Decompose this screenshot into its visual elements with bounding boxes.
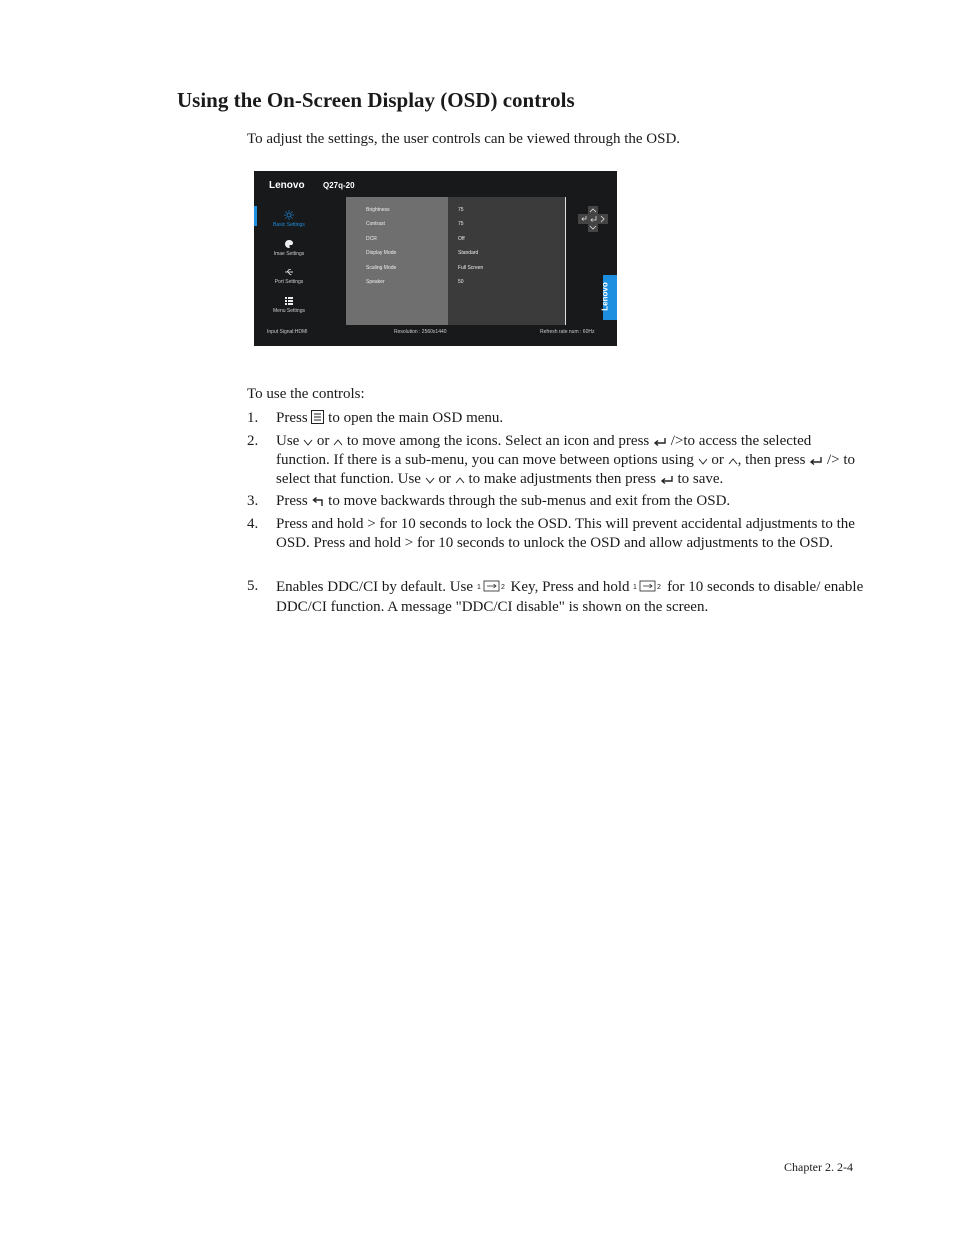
step-text: or [313, 433, 334, 449]
step-text: , then press [737, 452, 810, 468]
step-2 [276, 432, 866, 489]
step-text: to make adjustments then press [464, 471, 660, 487]
step-text: Press and hold > for 10 seconds to lock the OSD. This will prevent accidental adjustments to the OSD. Press and hold > for 10 seconds to unlock the OSD and allow adjustments to the OSD. [276, 516, 855, 551]
step-text: />to access the selected function. If there is a sub-menu, you can move between options using [276, 433, 812, 468]
setting-label-display-mode[interactable]: Display Mode [366, 250, 397, 256]
intro-text: To adjust the settings, the user controls can be viewed through the OSD. [247, 131, 681, 147]
step-text: Press [276, 410, 312, 426]
setting-value-scaling-mode: Full Screen [458, 265, 484, 271]
page-footer: Chapter 2. 2-4 [784, 1160, 853, 1174]
osd-panel [254, 171, 617, 346]
osd-settings-value-column [448, 197, 565, 325]
setting-label-scaling-mode[interactable]: Scaling Mode [366, 265, 397, 271]
input-switch-icon [633, 579, 663, 593]
step-text: to save. [673, 471, 724, 487]
osd-menu-port-settings[interactable] [254, 267, 324, 285]
svg-text:2: 2 [657, 584, 662, 591]
svg-text:1: 1 [633, 584, 638, 591]
setting-value-brightness: 75 [458, 207, 464, 213]
osd-menu-label: Imae Settings [273, 251, 305, 257]
step-text: Key, Press and hold [506, 579, 634, 595]
step-text: to move backwards through the sub-menus and exit from the OSD. [324, 493, 731, 509]
svg-text:2: 2 [500, 584, 505, 591]
setting-label-contrast[interactable]: Contrast [366, 221, 385, 227]
input-switch-icon [477, 579, 507, 593]
chevron-up-icon [728, 457, 738, 466]
menu-button-icon [311, 410, 324, 424]
osd-header [254, 171, 617, 197]
step-5 [276, 577, 866, 617]
setting-label-dcr[interactable]: DCR [366, 236, 377, 242]
osd-model: Q27q-20 [323, 181, 355, 190]
setting-value-display-mode: Standard [458, 250, 479, 256]
chevron-down-icon [303, 438, 313, 447]
lenovo-side-logo-text: Lenovo [600, 282, 610, 311]
step-text: or [707, 452, 728, 468]
step-text: to open the main OSD menu. [324, 410, 504, 426]
step-text: or [434, 471, 455, 487]
osd-menu-label: Menu Settings [273, 308, 305, 314]
back-icon [311, 497, 324, 507]
step-3 [276, 492, 866, 511]
step-number: 3. [247, 493, 259, 509]
status-refresh: Refresh rate num : 60Hz [540, 329, 595, 335]
step-text: to move among the icons. Select an icon and press [343, 433, 654, 449]
osd-brand-logo: Lenovo [269, 180, 305, 191]
osd-settings-label-column [346, 197, 448, 325]
enter-icon [653, 437, 667, 447]
step-number: 2. [247, 433, 259, 449]
osd-menu-menu-settings[interactable] [254, 296, 324, 314]
chevron-up-icon [455, 476, 465, 485]
step-text: /> to select that function. Use [276, 452, 856, 487]
usb-icon [284, 267, 294, 277]
step-text: for 10 seconds to disable/ enable DDC/CI function. A message "DDC/CI disable" is shown on the screen. [276, 579, 864, 615]
setting-value-speaker: 50 [458, 279, 464, 285]
step-number: 5. [247, 578, 259, 594]
chevron-down-icon [425, 476, 435, 485]
sun-icon [284, 210, 294, 220]
enter-icon [660, 475, 674, 485]
controls-title: To use the controls: [247, 386, 365, 402]
navigation-keypad-icon [578, 206, 608, 232]
setting-value-contrast: 75 [458, 221, 464, 227]
enter-icon [809, 456, 823, 466]
lenovo-side-logo [600, 275, 617, 320]
step-text: Enables DDC/CI by default. Use [276, 579, 477, 595]
osd-menu-basic-settings[interactable] [254, 210, 324, 228]
menu-list-icon [284, 296, 294, 306]
status-input: Input Signal:HDMI [267, 329, 308, 335]
step-1 [276, 409, 866, 428]
palette-icon [284, 239, 294, 249]
osd-menu-label: Basic Settings [273, 222, 305, 228]
status-resolution: Resolution : 2560x1440 [394, 329, 447, 335]
osd-menu-image-settings[interactable] [254, 239, 324, 257]
step-text: Use [276, 433, 304, 449]
step-text: Press [276, 493, 312, 509]
step-4 [276, 515, 866, 553]
setting-label-brightness[interactable]: Brightness [366, 207, 390, 213]
osd-menu-label: Port Settings [274, 279, 304, 285]
svg-text:1: 1 [476, 584, 481, 591]
step-number: 1. [247, 410, 259, 426]
chevron-up-icon [333, 438, 343, 447]
setting-label-speaker[interactable]: Speaker [366, 279, 385, 285]
step-number: 4. [247, 516, 259, 532]
page-title: Using the On-Screen Display (OSD) controls [177, 88, 575, 112]
chevron-down-icon [698, 457, 708, 466]
osd-divider [565, 197, 566, 325]
setting-value-dcr: Off [458, 236, 465, 242]
osd-sidebar [254, 201, 346, 324]
